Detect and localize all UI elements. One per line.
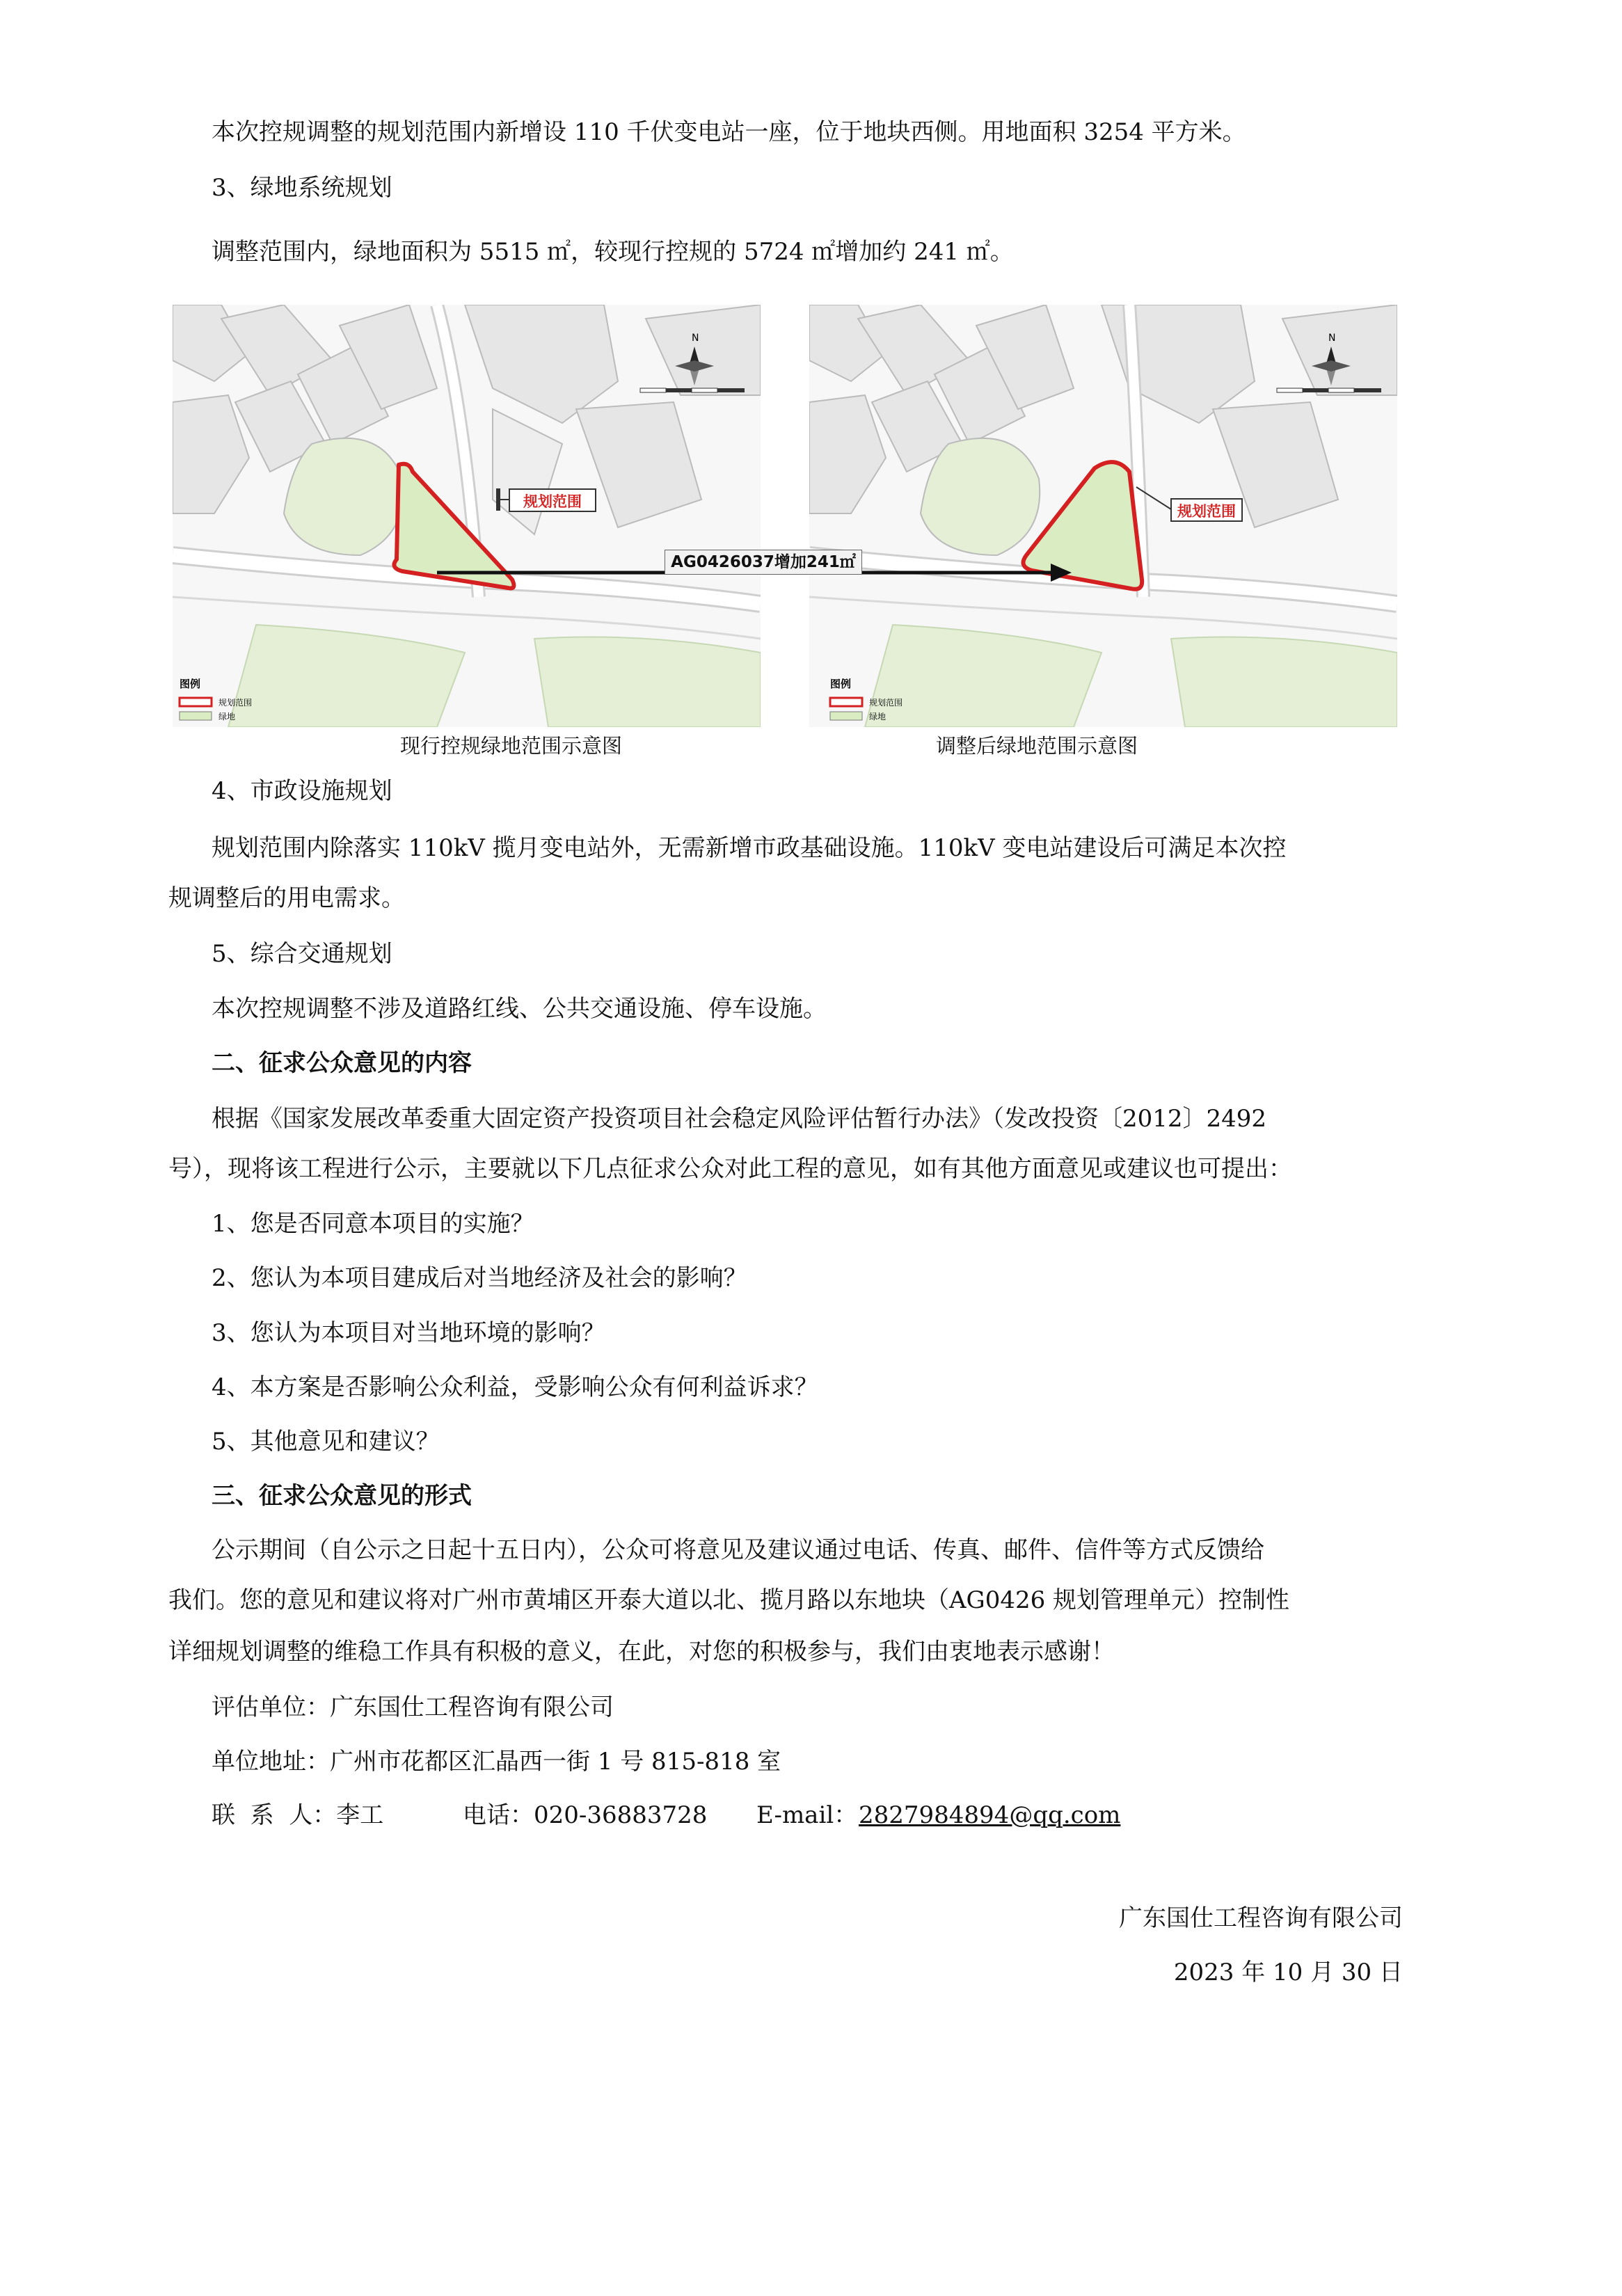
paragraph-municipal-line1: 规划范围内除落实 110kV 揽月变电站外，无需新增市政基础设施。110kV 变电站建设后可满足本次控 (212, 834, 1287, 862)
signature-date: 2023 年 10 月 30 日 (1173, 1959, 1403, 1986)
paragraph-basis-line2: 号），现将该工程进行公示，主要就以下几点征求公众对此工程的意见，如有其他方面意见或建议也可提出： (168, 1155, 1292, 1183)
contact-person: 联 系 人：李工 (212, 1801, 384, 1829)
heading-3: 三、征求公众意见的形式 (212, 1482, 472, 1510)
question-3: 3、您认为本项目对当地环境的影响？ (212, 1319, 605, 1347)
arrow-label: AG0426037增加241㎡ (665, 550, 862, 575)
north-letter: N (1328, 333, 1336, 344)
contact-phone: 电话：020-36883728 (463, 1801, 708, 1829)
paragraph-basis-line1: 根据《国家发展改革委重大固定资产投资项目社会稳定风险评估暂行办法》（发改投资〔2012〕2492 (212, 1105, 1267, 1133)
section-5-title: 5、综合交通规划 (212, 940, 392, 968)
figure-overlay (0, 0, 1622, 765)
legend-boundary-label: 规划范围 (218, 698, 253, 708)
contact-email-link[interactable]: 2827984894@qq.com (859, 1801, 1121, 1829)
question-2: 2、您认为本项目建成后对当地经济及社会的影响？ (212, 1264, 747, 1292)
contact-org: 评估单位：广东国仕工程咨询有限公司 (212, 1693, 614, 1721)
planning-label-left: 规划范围 (523, 493, 582, 510)
paragraph-municipal-line2: 规调整后的用电需求。 (168, 884, 405, 912)
legend-green-label: 绿地 (218, 712, 236, 722)
change-arrow-head (1051, 564, 1072, 582)
paragraph-form-line2: 我们。您的意见和建议将对广州市黄埔区开泰大道以北、揽月路以东地块（AG0426 规划管理单元）控制性 (168, 1586, 1290, 1614)
paragraph-form-line3: 详细规划调整的维稳工作具有积极的意义，在此，对您的积极参与，我们由衷地表示感谢！ (168, 1638, 1115, 1666)
question-1: 1、您是否同意本项目的实施？ (212, 1210, 534, 1238)
caption-right: 调整后绿地范围示意图 (936, 734, 1138, 758)
section-4-title: 4、市政设施规划 (212, 777, 392, 805)
section-3-title: 3、绿地系统规划 (212, 174, 392, 202)
caption-left: 现行控规绿地范围示意图 (400, 734, 623, 758)
paragraph-green-area: 调整范围内，绿地面积为 5515 ㎡，较现行控规的 5724 ㎡增加约 241 ㎡。 (212, 238, 1014, 266)
signature-company: 广东国仕工程咨询有限公司 (1119, 1904, 1403, 1932)
legend-title: 图例 (180, 678, 201, 690)
planning-label-right: 规划范围 (1177, 503, 1236, 520)
question-4: 4、本方案是否影响公众利益，受影响公众有何利益诉求？ (212, 1373, 818, 1401)
paragraph-form-line1: 公示期间（自公示之日起十五日内），公众可将意见及建议通过电话、传真、邮件、信件等方式反馈给 (212, 1536, 1264, 1564)
contact-email-label: E-mail： (756, 1801, 858, 1829)
paragraph-traffic: 本次控规调整不涉及道路红线、公共交通设施、停车设施。 (212, 995, 827, 1023)
legend-green-label: 绿地 (869, 712, 886, 722)
paragraph-substation: 本次控规调整的规划范围内新增设 110 千伏变电站一座，位于地块西侧。用地面积 3254 平方米。 (212, 118, 1246, 146)
contact-address: 单位地址：广州市花都区汇晶西一街 1 号 815-818 室 (212, 1748, 781, 1776)
north-letter: N (692, 333, 699, 344)
heading-2: 二、征求公众意见的内容 (212, 1049, 472, 1077)
legend-boundary-label: 规划范围 (869, 698, 903, 708)
legend-title: 图例 (830, 678, 852, 690)
question-5: 5、其他意见和建议？ (212, 1428, 440, 1456)
